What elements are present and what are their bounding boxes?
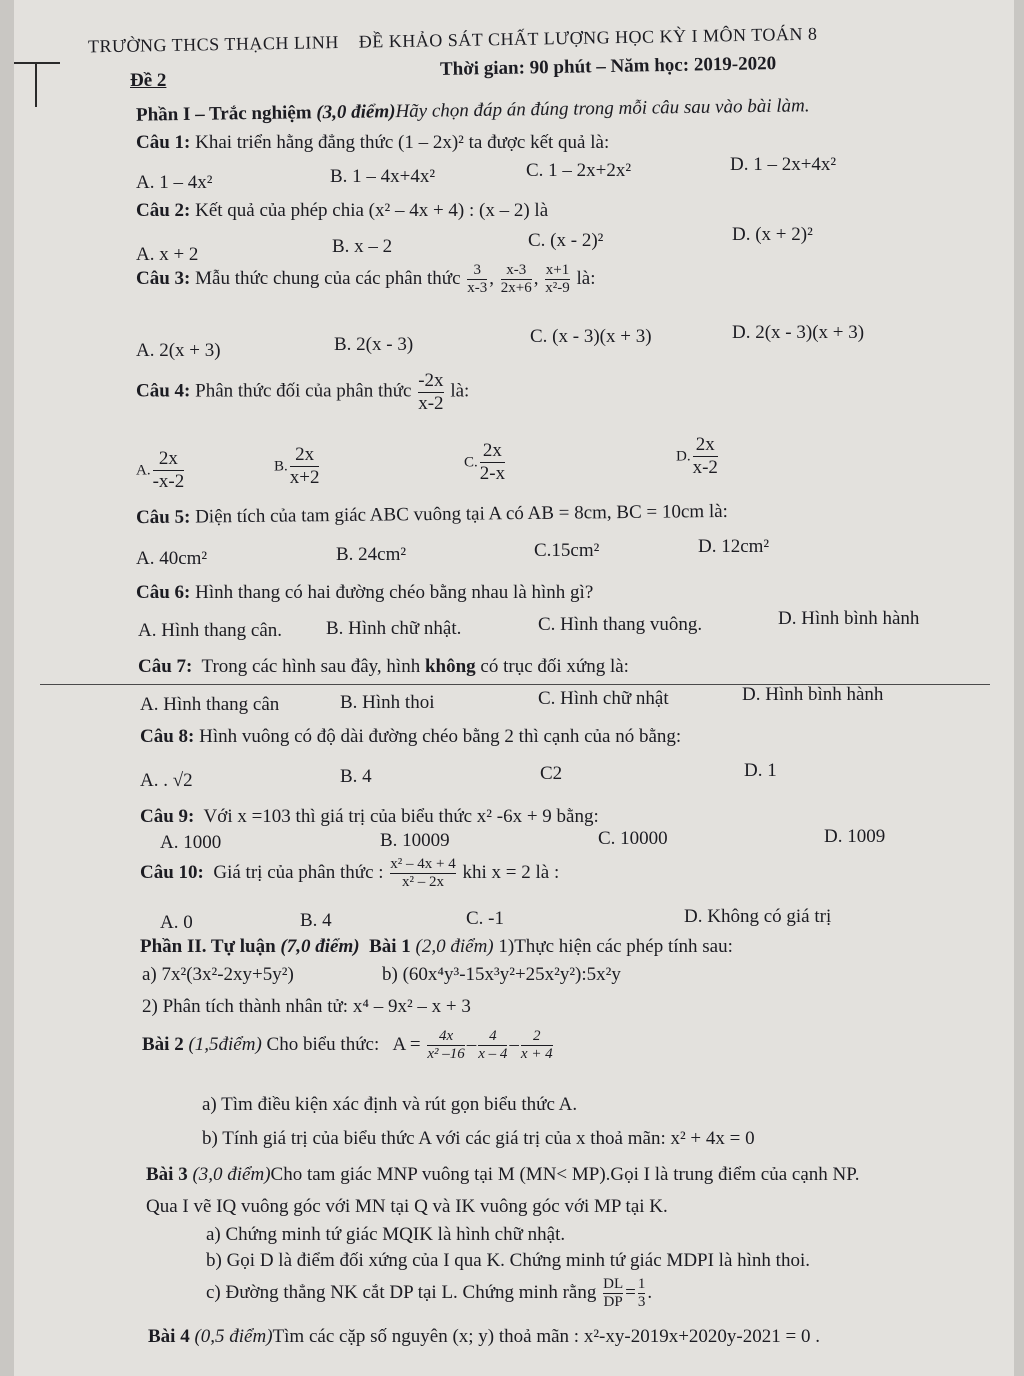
bai2-a: a) Tìm điều kiện xác định và rút gọn biểu thức A. bbox=[202, 1094, 578, 1115]
q6-option-c: C. Hình thang vuông. bbox=[538, 614, 703, 635]
q2-option-c: C. (x - 2)² bbox=[528, 230, 604, 251]
q10-option-d: D. Không có giá trị bbox=[684, 906, 832, 927]
q9-option-d: D. 1009 bbox=[824, 826, 886, 847]
q8-option-d: D. 1 bbox=[744, 760, 777, 781]
q5-option-d: D. 12cm² bbox=[698, 536, 770, 557]
q5-option-b: B. 24cm² bbox=[336, 544, 407, 565]
q6-option-a: A. Hình thang cân. bbox=[138, 620, 283, 641]
q10-option-a: A. 0 bbox=[160, 912, 193, 933]
q10-option-c: C. -1 bbox=[466, 908, 504, 929]
bai1-2: 2) Phân tích thành nhân tử: x⁴ – 9x² – x + 3 bbox=[142, 996, 471, 1017]
q2-option-d: D. (x + 2)² bbox=[732, 224, 813, 245]
question-6: Câu 6: Hình thang có hai đường chéo bằng nhau là hình gì? bbox=[136, 582, 594, 603]
question-7: Câu 7: Trong các hình sau đây, hình không có trục đối xứng là: bbox=[138, 656, 629, 677]
q4-option-d: D. $\frac{2x}{x-2}$ bbox=[676, 434, 718, 478]
question-4: Câu 4: Phân thức đối của phân thức $\frac{-2x}{x-2}$ là: bbox=[136, 370, 470, 414]
bai1-a: a) 7x²(3x²-2xy+5y²) bbox=[142, 964, 294, 985]
q1-option-b: B. 1 – 4x+4x² bbox=[330, 166, 436, 187]
q7-option-b: B. Hình thoi bbox=[340, 692, 435, 713]
bai2-frac-1: $\frac{4x}{\text{x² –16}}$ bbox=[427, 1028, 465, 1063]
bai2-frac-3: $\frac{2}{x + 4}$ bbox=[520, 1028, 553, 1063]
school-name: TRƯỜNG THCS THẠCH LINH bbox=[87, 31, 339, 57]
q4-option-b: B. $\frac{2x}{x+2}$ bbox=[274, 444, 320, 488]
bai3-frac-dl-dp: $\frac{DL}{DP}$ bbox=[603, 1276, 624, 1311]
question-10: Câu 10: Giá trị của phân thức : $\frac{\text{x² – 4x + 4}}{\text{x² – 2x}}$ khi x = 2 là : bbox=[140, 856, 560, 891]
part2-heading: Phần II. Tự luận (7,0 điểm) Bài 1 (2,0 điểm) 1)Thực hiện các phép tính sau: bbox=[140, 936, 733, 957]
bai3-frac-1-3: $\frac{1}{3}$ bbox=[637, 1276, 646, 1311]
bai3-c: c) Đường thẳng NK cắt DP tại L. Chứng minh rằng $\frac{DL}{DP}$ = $\frac{1}{3}$ . bbox=[206, 1276, 653, 1311]
q8-option-a: A. . √2 bbox=[140, 770, 193, 791]
bai3-heading: Bài 3 (3,0 điểm)Cho tam giác MNP vuông tại M (MN< MP).Gọi I là trung điểm của cạnh NP. bbox=[146, 1164, 860, 1185]
q1-option-c: C. 1 – 2x+2x² bbox=[526, 160, 632, 181]
q3-frac-1: $\frac{3}{x-3}$ bbox=[467, 262, 488, 297]
bai2-b: b) Tính giá trị của biểu thức A với các giá trị của x thoả mãn: x² + 4x = 0 bbox=[202, 1128, 755, 1149]
part1-heading: Phần I – Trắc nghiệm (3,0 điểm)Hãy chọn đáp án đúng trong mỗi câu sau vào bài làm. bbox=[135, 95, 810, 126]
q10-option-b: B. 4 bbox=[300, 910, 332, 931]
pen-mark bbox=[14, 62, 60, 107]
question-5: Câu 5: Diện tích của tam giác ABC vuông tại A có AB = 8cm, BC = 10cm là: bbox=[135, 500, 728, 529]
bai3-b: b) Gọi D là điểm đối xứng của I qua K. Chứng minh tứ giác MDPI là hình thoi. bbox=[206, 1250, 810, 1271]
q3-frac-3: $\frac{x+1}{\text{x²-9}}$ bbox=[545, 262, 570, 297]
bai3-a: a) Chứng minh tứ giác MQIK là hình chữ nhật. bbox=[206, 1224, 566, 1245]
q1-option-a: A. 1 – 4x² bbox=[136, 172, 213, 193]
bai2-frac-2: $\frac{4}{x - 4}$ bbox=[478, 1028, 508, 1063]
question-8: Câu 8: Hình vuông có độ dài đường chéo bằng 2 thì cạnh của nó bằng: bbox=[140, 726, 682, 747]
exam-time: Thời gian: 90 phút – Năm học: 2019-2020 bbox=[439, 53, 777, 80]
q8-option-c: C2 bbox=[540, 763, 563, 784]
q9-option-c: C. 10000 bbox=[598, 828, 668, 849]
q9-option-a: A. 1000 bbox=[160, 832, 222, 853]
q7-option-c: C. Hình chữ nhật bbox=[538, 688, 669, 709]
bai4: Bài 4 (0,5 điểm)Tìm các cặp số nguyên (x; y) thoả mãn : x²-xy-2019x+2020y-2021 = 0 . bbox=[148, 1326, 820, 1347]
q8-option-b: B. 4 bbox=[340, 766, 372, 787]
q3-option-a: A. 2(x + 3) bbox=[136, 340, 221, 361]
question-3: Câu 3: Mẫu thức chung của các phân thức $\frac{3}{x-3}$ , $\frac{x-3}{2x+6}$ , $\frac{x+1}{\text{x²-9}}$ là: bbox=[136, 262, 596, 297]
q6-option-d: D. Hình bình hành bbox=[778, 608, 920, 629]
q5-option-a: A. 40cm² bbox=[136, 548, 208, 569]
q5-option-c: C.15cm² bbox=[534, 540, 600, 561]
q4-option-c: C. $\frac{2x}{2-x}$ bbox=[464, 440, 506, 484]
exam-title: ĐỀ KHẢO SÁT CHẤT LƯỢNG HỌC KỲ I MÔN TOÁN 8 bbox=[358, 23, 818, 52]
q2-option-b: B. x – 2 bbox=[332, 236, 393, 257]
q7-option-d: D. Hình bình hành bbox=[742, 684, 884, 705]
q3-frac-2: $\frac{x-3}{2x+6}$ bbox=[500, 262, 532, 297]
q7-option-a: A. Hình thang cân bbox=[140, 694, 280, 715]
q2-option-a: A. x + 2 bbox=[136, 244, 199, 265]
question-9: Câu 9: Với x =103 thì giá trị của biểu thức x² -6x + 9 bằng: bbox=[140, 806, 599, 827]
q3-option-d: D. 2(x - 3)(x + 3) bbox=[732, 322, 865, 343]
q4-frac: $\frac{-2x}{x-2}$ bbox=[418, 370, 444, 414]
question-2: Câu 2: Kết quả của phép chia (x² – 4x + 4) : (x – 2) là bbox=[136, 200, 549, 221]
q4-option-a: A. $\frac{2x}{-x-2}$ bbox=[136, 448, 185, 492]
q10-frac: $\frac{\text{x² – 4x + 4}}{\text{x² – 2x}}$ bbox=[390, 856, 456, 891]
bai2-heading: Bài 2 (1,5điểm) Cho biểu thức: A = $\frac{4x}{\text{x² –16}}$ – $\frac{4}{x - 4}$ – $\frac{2}{x + 4}$ bbox=[142, 1028, 553, 1063]
q9-option-b: B. 10009 bbox=[380, 830, 450, 851]
bai3-text2: Qua I vẽ IQ vuông góc với MN tại Q và IK vuông góc với MP tại K. bbox=[146, 1196, 668, 1217]
question-1: Câu 1: Khai triển hằng đẳng thức (1 – 2x)² ta được kết quả là: bbox=[136, 132, 610, 153]
q3-option-c: C. (x - 3)(x + 3) bbox=[530, 326, 652, 347]
q3-option-b: B. 2(x - 3) bbox=[334, 334, 414, 355]
exam-code: Đề 2 bbox=[130, 70, 167, 91]
q6-option-b: B. Hình chữ nhật. bbox=[326, 618, 462, 639]
bai1-b: b) (60x⁴y³-15x³y²+25x²y²):5x²y bbox=[382, 964, 621, 985]
q1-option-d: D. 1 – 2x+4x² bbox=[730, 154, 837, 175]
